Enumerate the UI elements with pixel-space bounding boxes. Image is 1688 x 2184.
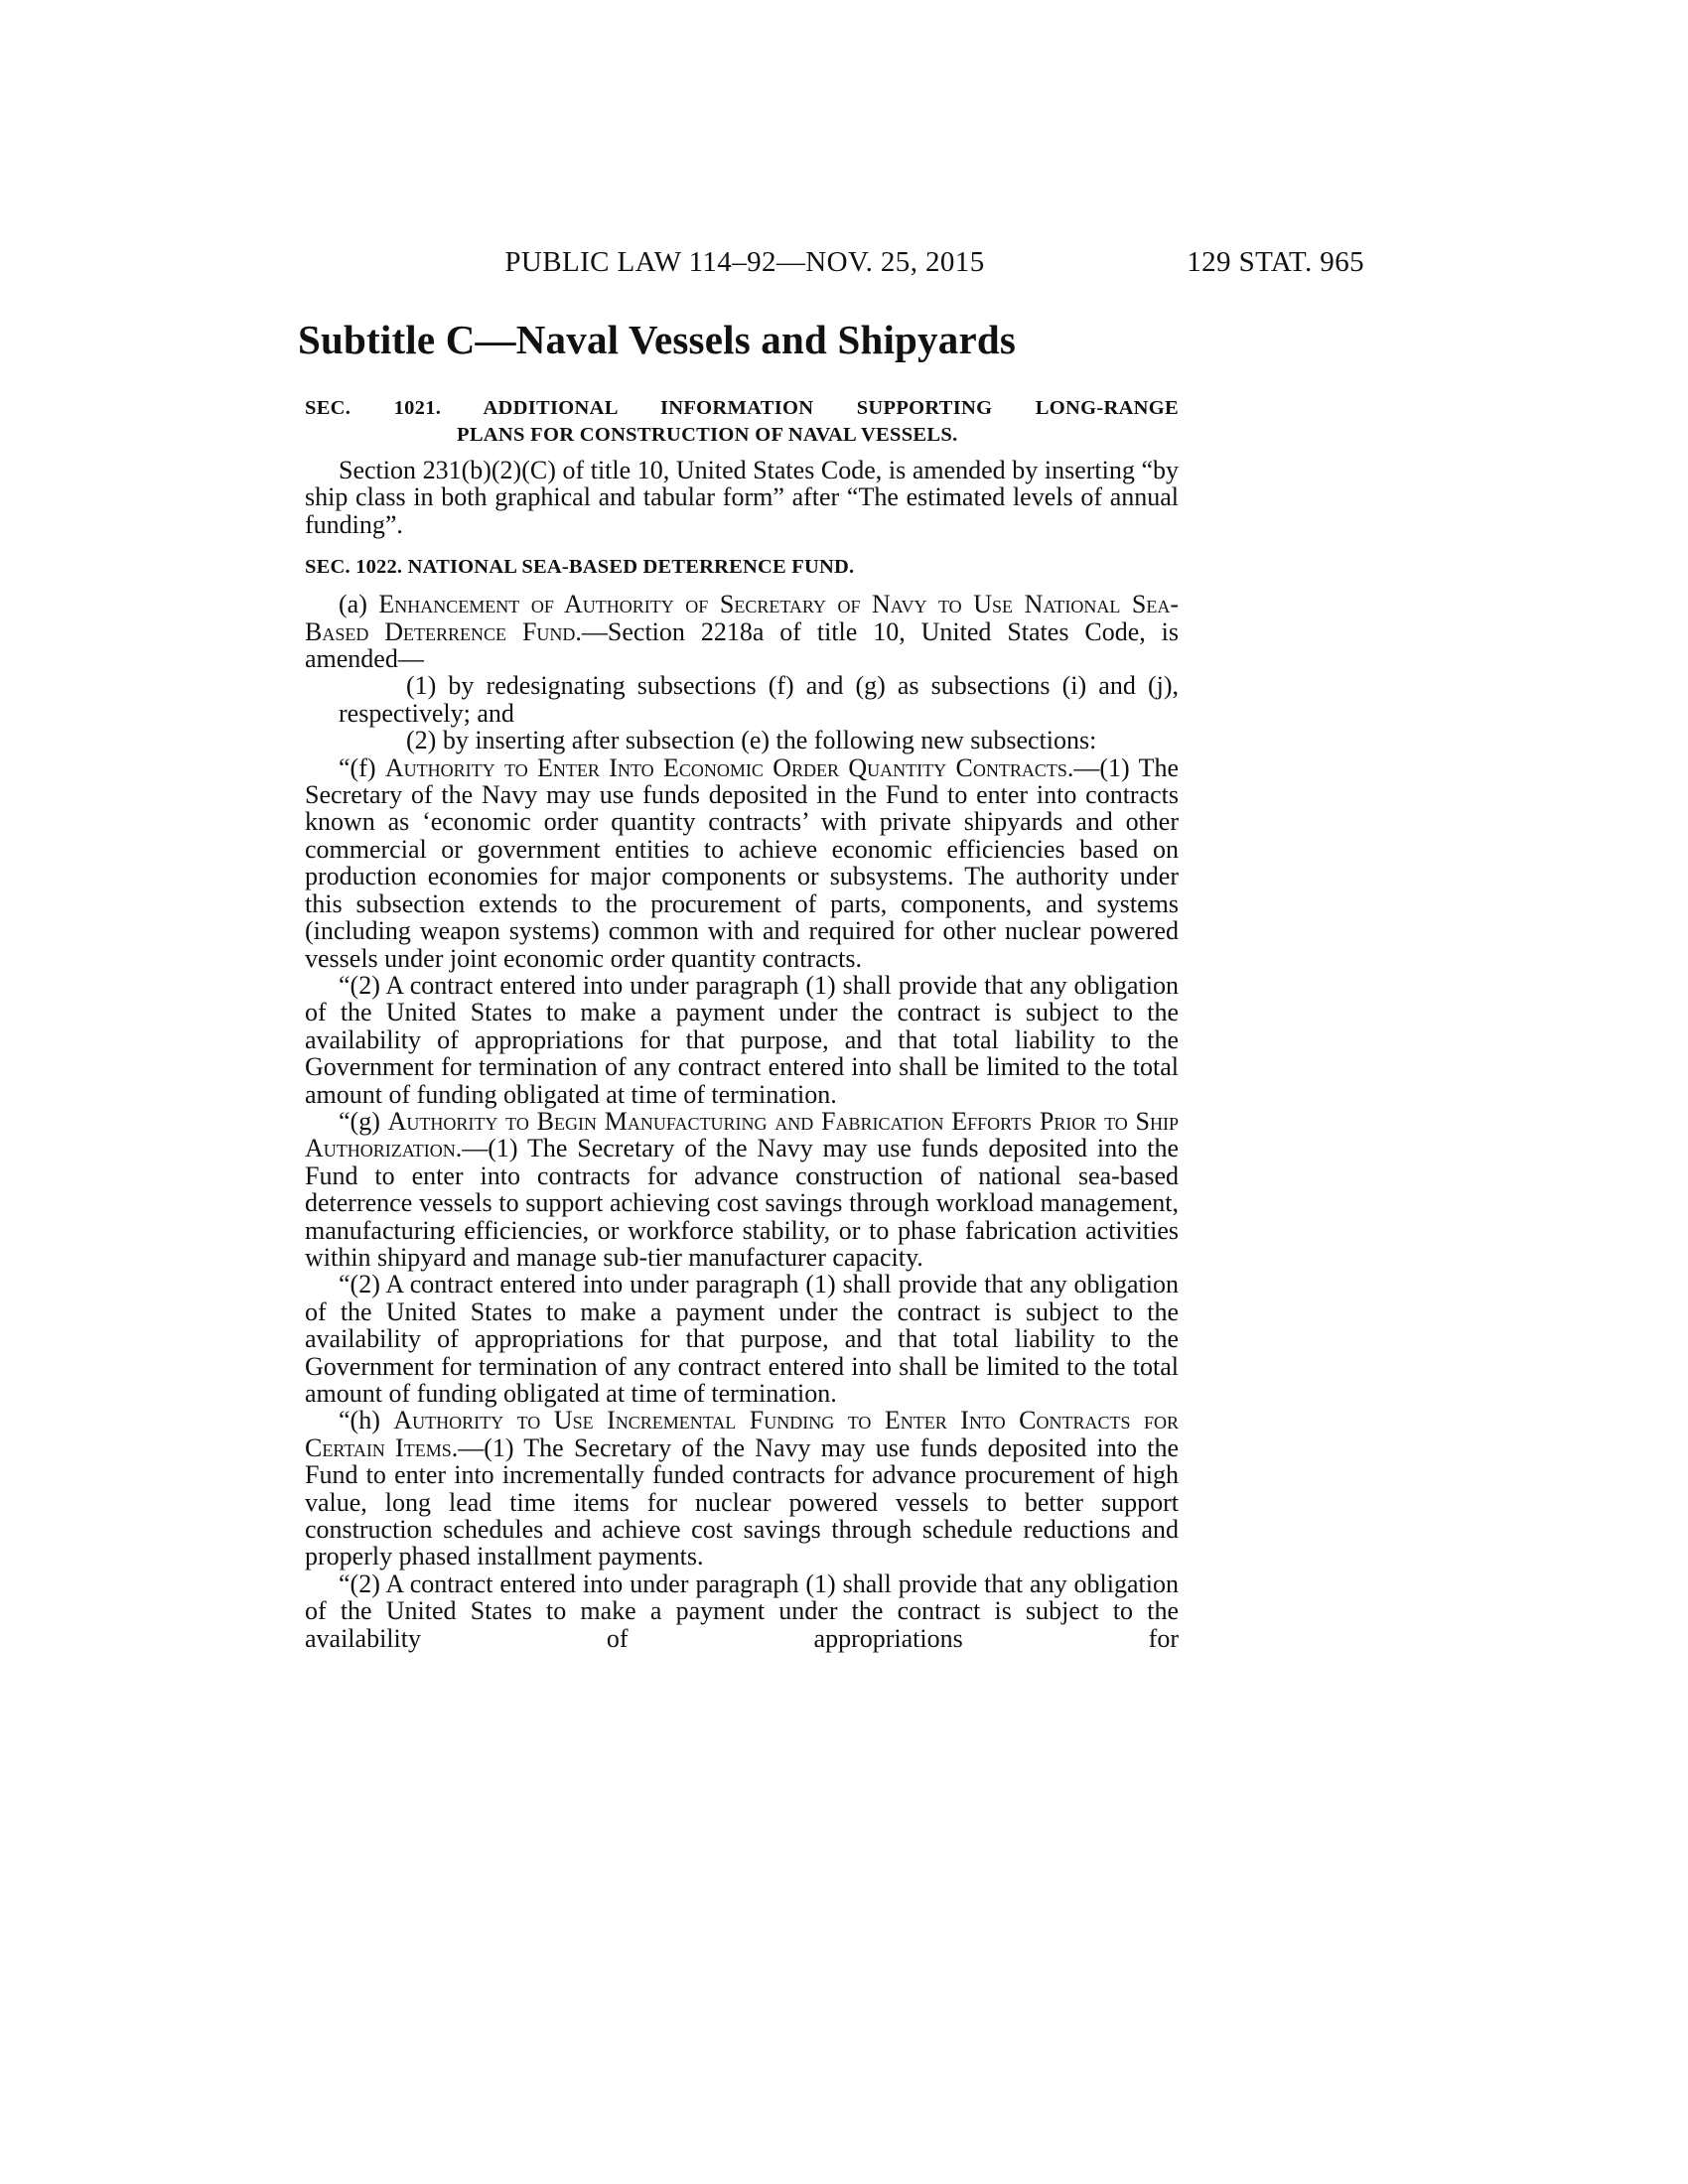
subsection-f-paragraph-2: “(2) A contract entered into under paragraph (1) shall provide that any obligation of the United States to make a payment under the contract is subject to the availability of appropriations for that purpose, and that total liability to the Government for termination of any contract entered into shall be limited to the total amount of funding obligated at time of termination. — [305, 970, 1179, 1109]
subsection-g — [305, 1108, 1179, 1271]
subsection-g-paragraph-2: “(2) A contract entered into under paragraph (1) shall provide that any obligation of the United States to make a payment under the contract is subject to the availability of appropriations for that purpose, and that total liability to the Government for termination of any contract entered into shall be limited to the total amount of funding obligated at time of termination. — [305, 1270, 1179, 1408]
subsection-f-heading: Authority to Enter Into Economic Order Quantity Contracts. — [384, 752, 1074, 782]
sec-1021-body: Section 231(b)(2)(C) of title 10, United States Code, is amended by inserting “by ship class in both graphical and tabular form” after “The estimated levels of annual funding”. — [305, 456, 1179, 539]
sec-1022-heading: SEC. 1022. NATIONAL SEA-BASED DETERRENCE FUND. — [305, 556, 855, 579]
amendment-item-1: (1) by redesignating subsections (f) and (g) as subsections (i) and (j), respectively; and — [339, 671, 1179, 728]
subsection-f-body: —(1) The Secretary of the Navy may use funds deposited in the Fund to enter into contracts known as ‘economic order quantity contracts’ with private shipyards and other commercial or government entities to achieve economic efficiencies based on production economies for major components or subsystems. The authority under this subsection extends to the procurement of parts, components, and systems (including weapon systems) common with and required for other nuclear powered vessels under joint economic order quantity contracts. — [305, 752, 1179, 973]
subsection-f — [305, 754, 1179, 972]
subsection-h-heading: Authority to Use Incremental Funding to Enter Into Contracts for Certain Items. — [305, 1406, 1179, 1462]
subtitle-heading: Subtitle C—Naval Vessels and Shipyards — [298, 317, 1017, 362]
subsection-h — [305, 1407, 1179, 1570]
amendment-item-2: (2) by inserting after subsection (e) the following new subsections: — [406, 726, 1097, 755]
subsection-g-body: —(1) The Secretary of the Navy may use funds deposited into the Fund to enter into contracts for advance construction of national sea-based deterrence vessels to support achieving cost savings through workload management, manufacturing efficiencies, or workforce stability, or to phase fabrication activities within shipyard and manage sub-tier manufacturer capacity. — [305, 1134, 1179, 1272]
subsection-a-label: (a) — [339, 590, 379, 619]
subsection-h-paragraph-2: “(2) A contract entered into under paragraph (1) shall provide that any obligation of the United States to make a payment under the contract is subject to the availability of appropriations for — [305, 1569, 1179, 1653]
sec-1021-heading-line1: SEC. 1021. ADDITIONAL INFORMATION SUPPORTING LONG-RANGE — [305, 397, 1179, 419]
subsection-h-body: —(1) The Secretary of the Navy may use funds deposited into the Fund to enter into incrementally funded contracts for advance procurement of high value, long lead time items for nuclear powered vessels to better support construction schedules and achieve cost savings through schedule reductions and properly phased installment payments. — [305, 1433, 1179, 1571]
sec-1021-heading-line2: PLANS FOR CONSTRUCTION OF NAVAL VESSELS. — [457, 424, 958, 446]
page-header — [0, 246, 1688, 286]
subsection-g-label: “(g) — [339, 1106, 388, 1136]
subsection-h-label: “(h) — [339, 1406, 394, 1435]
subsection-a — [305, 591, 1179, 672]
subsection-a-body: —Section 2218a of title 10, United States Code, is amended— — [305, 616, 1179, 674]
subsection-f-label: “(f) — [339, 752, 385, 782]
subsection-g-heading: Authority to Begin Manufacturing and Fabrication Efforts Prior to Ship Authorization. — [305, 1106, 1180, 1163]
subsection-a-heading: Enhancement of Authority of Secretary of Navy to Use National Sea-Based Deterrence Fund. — [305, 590, 1179, 646]
running-head-title: PUBLIC LAW 114–92—NOV. 25, 2015 — [504, 246, 985, 278]
document-body — [305, 395, 1179, 1652]
statute-page-number: 129 STAT. 965 — [1187, 246, 1364, 278]
